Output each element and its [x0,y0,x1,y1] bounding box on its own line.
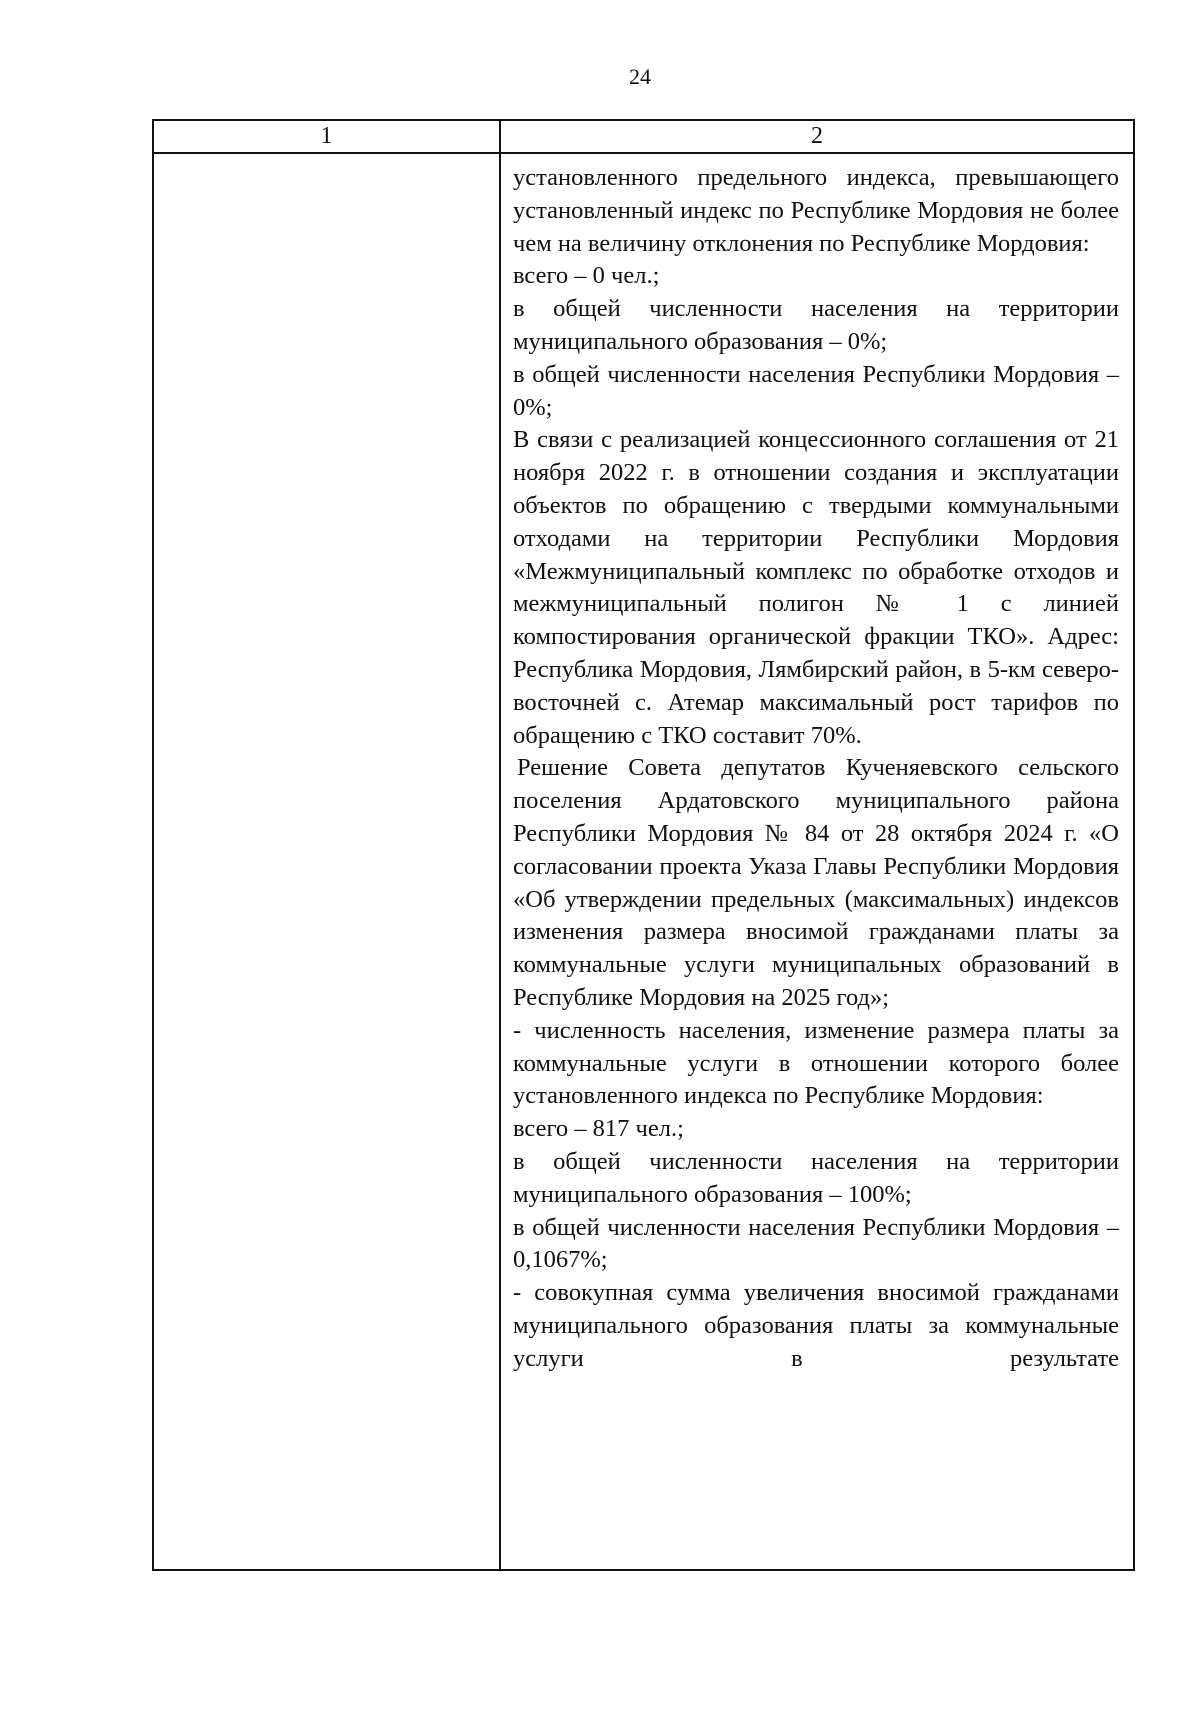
paragraph-total-increase: - совокупная сумма увеличения вносимой гражданами муниципального образования платы за коммунальные услуги в результате [513,1279,1119,1372]
paragraph-council-decision: Решение Совета депутатов Кученяевского сельского поселения Ардатовского муниципального района Республики Мордовия № 84 от 28 октября 2024 г. «О согласовании проекта Указа Главы Республики Мордовия «Об утверждении предельных (максимальных) индексов изменения размера вносимой гражданами платы за коммунальные услуги муниципальных образований в Республике Мордовия на 2025 год»; [513,754,1119,1011]
paragraph-share-republic-0: в общей численности населения Республики Мордовия – 0%; [513,360,1119,421]
table-header-col-1: 1 [320,123,333,149]
paragraph-concession: В связи с реализацией концессионного соглашения от 21 ноября 2022 г. в отношении создания и эксплуатации объектов по обращению с твердыми коммунальными отходами на территории Республики Мордовия «Межмуниципальный комплекс по обработке отходов и межмуниципальный полигон № 1 с линией компостирования органической фракции ТКО». Адрес: Республика Мордовия, Лямбирский район, в 5-км северо-восточней с. Атемар максимальный рост тарифов по обращению с ТКО составит 70%. [513,426,1119,749]
paragraph-total-0: всего – 0 чел.; [513,262,660,290]
table-header-col-2: 2 [811,123,823,149]
column-divider [499,121,501,1569]
table-cell-col-2 [513,162,1119,1375]
paragraph-share-municipal-100: в общей численности населения на территории муниципального образования – 100%; [513,1147,1119,1208]
page-number: 24 [629,64,651,89]
paragraph-total-817: всего – 817 чел.; [513,1115,684,1143]
document-table [152,119,1135,1571]
paragraph-indeks-threshold: установленного предельного индекса, превышающего установленный индекс по Республике Мордовия не более чем на величину отклонения по Республике Мордовия: [513,164,1119,257]
table-header-row [154,121,1133,154]
paragraph-share-republic-01067: в общей численности населения Республики Мордовия – 0,1067%; [513,1213,1119,1274]
paragraph-share-municipal-0: в общей численности населения на территории муниципального образования – 0%; [513,295,1119,355]
paragraph-population-over-index: - численность населения, изменение размера платы за коммунальные услуги в отношении которого более установленного индекса по Республике Мордовия: [513,1016,1119,1110]
